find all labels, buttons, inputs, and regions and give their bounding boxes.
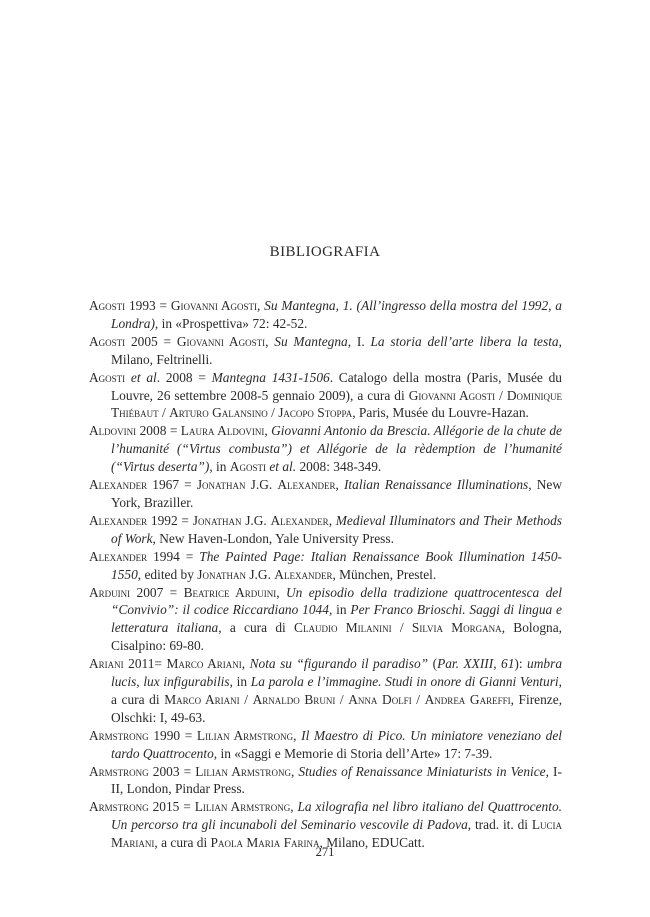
small-caps-name: Giovanni Agosti	[176, 333, 266, 349]
entry-text: 2008: 348-349.	[296, 459, 382, 475]
entry-text: 2015 =	[148, 799, 195, 815]
entry-text: /	[411, 691, 425, 707]
entry-text: , in	[328, 602, 351, 618]
entry-text: , München, Prestel.	[332, 566, 437, 582]
italic-text: Su Mantegna,	[274, 333, 352, 349]
small-caps-name: Giovanni Agosti	[170, 298, 258, 313]
small-caps-name: Dominique Thiébaut	[111, 387, 563, 421]
small-caps-name: Giovanni Agosti	[408, 387, 496, 403]
small-caps-name: Aldovini	[89, 423, 137, 439]
small-caps-name: Jonathan	[196, 477, 246, 493]
small-caps-name: Alexander	[277, 477, 336, 493]
entry-text: , Bologna, Cisalpino: 69-80.	[111, 620, 563, 654]
entry-text: 2003 =	[148, 763, 196, 779]
small-caps-name: Agosti	[89, 333, 126, 349]
small-caps-name: Anna Dolfi	[348, 691, 412, 707]
entry-text: /	[495, 387, 507, 403]
page-number: 271	[315, 845, 335, 859]
entry-text: , New Haven-London, Yale University Press.	[152, 530, 394, 546]
entry-text: ,	[293, 727, 302, 743]
bibliography-entry	[89, 727, 562, 763]
entry-text: , in «Saggi e Memorie di Storia dell’Arte» 17: 7-39.	[213, 745, 493, 761]
entry-text: . 2008 =	[156, 369, 212, 385]
italic-text: Per Franco Brioschi. Saggi di lingua e letteratura italiana	[111, 602, 562, 636]
small-caps-name: Lilian Armstrong	[194, 799, 291, 815]
entry-text: /	[267, 405, 279, 421]
small-caps-name: Arturo Galansino	[169, 405, 268, 421]
entry-text: J.G.	[245, 477, 278, 493]
entry-text: 2005 =	[125, 333, 177, 349]
italic-text: Su Mantegna, 1. (All’ingresso della mostra del 1992, a Londra)	[111, 298, 562, 331]
bibliography-list	[89, 297, 562, 852]
small-caps-name: Marco Ariani	[166, 656, 242, 672]
bibliography-entry	[89, 369, 562, 423]
entry-text: , a cura di	[218, 620, 295, 636]
entry-text: ,	[265, 333, 275, 349]
entry-text: ,	[257, 298, 265, 313]
entry-text: ,	[264, 423, 272, 439]
entry-text: /	[158, 405, 170, 421]
entry-text: 2011=	[123, 656, 167, 672]
small-caps-name: Agosti	[89, 298, 126, 313]
entry-text: , Paris, Musée du Louvre-Hazan.	[352, 405, 529, 421]
italic-text: et al	[130, 369, 157, 385]
small-caps-name: Agosti	[89, 369, 126, 385]
italic-text: Par. XXIII, 61	[437, 656, 515, 672]
small-caps-name: Marco Ariani	[164, 691, 240, 707]
bibliography-entry	[89, 297, 562, 333]
entry-text: , in	[209, 459, 230, 475]
entry-text: , trad. it. di	[467, 817, 532, 833]
italic-text: La storia dell’arte libera la testa	[370, 333, 559, 349]
italic-text: Nota su “figurando il paradiso”	[249, 656, 429, 672]
bibliography-entry	[89, 548, 562, 584]
entry-text: ,	[328, 512, 336, 528]
entry-text: , a cura di	[111, 674, 562, 707]
bibliography-entry	[89, 422, 562, 476]
entry-text: (	[428, 656, 438, 672]
entry-text: , edited by	[137, 566, 198, 582]
italic-text: La parola e l’immagine. Studi in onore di Gianni Venturi	[250, 674, 559, 690]
small-caps-name: Paola Maria Farina	[210, 835, 320, 851]
entry-text: ,	[241, 656, 250, 672]
entry-text: 1993 =	[125, 298, 171, 313]
entry-text: ,	[290, 799, 298, 815]
small-caps-name: Lilian Armstrong	[196, 727, 294, 743]
entry-text: , Firenze, Olschki: I, 49-63.	[111, 691, 563, 725]
small-caps-name: Alexander	[89, 512, 148, 528]
small-caps-name: Ariani	[89, 656, 124, 672]
entry-text: /	[239, 691, 253, 707]
entry-text: ,	[290, 763, 299, 779]
italic-text: et al.	[269, 459, 297, 475]
bibliography-entry	[89, 584, 562, 656]
entry-text: /	[335, 691, 349, 707]
entry-text: , in	[229, 674, 251, 690]
entry-text: , I-II, London, Pindar Press.	[111, 763, 562, 797]
small-caps-name: Silvia Morgana	[411, 620, 502, 636]
entry-text: . Catalogo della mostra (Paris, Musée du Louvre, 26 settembre 2008-5 gennaio 2009), a cura di	[111, 369, 562, 403]
bibliography-entry	[89, 763, 562, 799]
entry-text: , Milano, EDUCatt.	[319, 835, 425, 851]
small-caps-name: Lilian Armstrong	[195, 763, 291, 779]
entry-text: J.G.	[241, 512, 271, 528]
entry-text: ,	[335, 477, 344, 493]
small-caps-name: Agosti	[229, 459, 266, 475]
small-caps-name: Jonathan	[192, 512, 242, 528]
italic-text: Italian Renaissance Illuminations	[343, 477, 529, 493]
small-caps-name: Alexander	[274, 566, 333, 582]
entry-text: 2007 =	[130, 584, 184, 600]
small-caps-name: Alexander	[89, 548, 148, 564]
small-caps-name: Beatrice Arduini	[183, 584, 277, 600]
bibliography-entry	[89, 655, 562, 727]
entry-text: , a cura di	[154, 835, 211, 851]
small-caps-name: Jacopo Stoppa	[278, 405, 353, 421]
italic-text: Mantegna 1431-1506	[211, 369, 330, 385]
entry-text: 2008 =	[136, 423, 181, 439]
entry-text: ,	[276, 584, 286, 600]
italic-text: Giovanni Antonio da Brescia. Allégorie de la chute de l’humanité (“Virtus combusta”) et Allégorie de la rèdemption de l’humanité (“Virtus deserta”)	[111, 423, 562, 475]
entry-text: J.G.	[246, 566, 275, 582]
small-caps-name: Alexander	[270, 512, 329, 528]
bibliography-entry	[89, 333, 562, 369]
italic-text: Studies of Renaissance Miniaturists in Venice	[298, 763, 546, 779]
italic-text: umbra lucis, lux infigurabilis	[111, 656, 563, 690]
small-caps-name: Arduini	[89, 584, 131, 600]
small-caps-name: Andrea Gareffi	[424, 691, 511, 707]
italic-text: Medieval Illuminators and Their Methods of Work	[111, 512, 562, 546]
entry-text: ):	[514, 656, 528, 672]
page-title: BIBLIOGRAFIA	[269, 244, 381, 260]
italic-text: The Painted Page: Italian Renaissance Book Illumination 1450-1550	[111, 548, 562, 582]
italic-text: La xilografia nel libro italiano del Quattrocento. Un percorso tra gli incunaboli del Seminario vescovile di Padova	[111, 799, 562, 833]
entry-text: 1994 =	[147, 548, 200, 564]
small-caps-name: Lucia Mariani	[111, 817, 563, 851]
entry-text: 1992 =	[147, 512, 193, 528]
entry-text: 1990 =	[148, 727, 197, 743]
entry-text: 1967 =	[147, 477, 197, 493]
entry-text: , in «Prospettiva» 72: 42-52.	[154, 315, 308, 331]
italic-text: Il Maestro di Pico. Un miniatore veneziano del tardo Quattrocento	[111, 727, 562, 761]
small-caps-name: Armstrong	[89, 763, 149, 779]
small-caps-name: Jonathan	[197, 566, 246, 582]
italic-text: Un episodio della tradizione quattrocentesca del “Convivio”: il codice Riccardiano 1044	[111, 584, 562, 618]
small-caps-name: Armstrong	[89, 799, 149, 815]
entry-text: I.	[351, 333, 371, 349]
small-caps-name: Armstrong	[89, 727, 149, 743]
small-caps-name: Arnaldo Bruni	[252, 691, 336, 707]
small-caps-name: Alexander	[89, 477, 148, 493]
small-caps-name: Laura Aldovini	[180, 423, 265, 439]
bibliography-entry	[89, 476, 562, 512]
small-caps-name: Claudio Milanini	[294, 620, 392, 636]
entry-text: , New York, Braziller.	[111, 477, 562, 510]
bibliography-entry	[89, 512, 562, 548]
entry-text: , Milano, Feltrinelli.	[111, 333, 562, 367]
entry-text: /	[391, 620, 412, 636]
